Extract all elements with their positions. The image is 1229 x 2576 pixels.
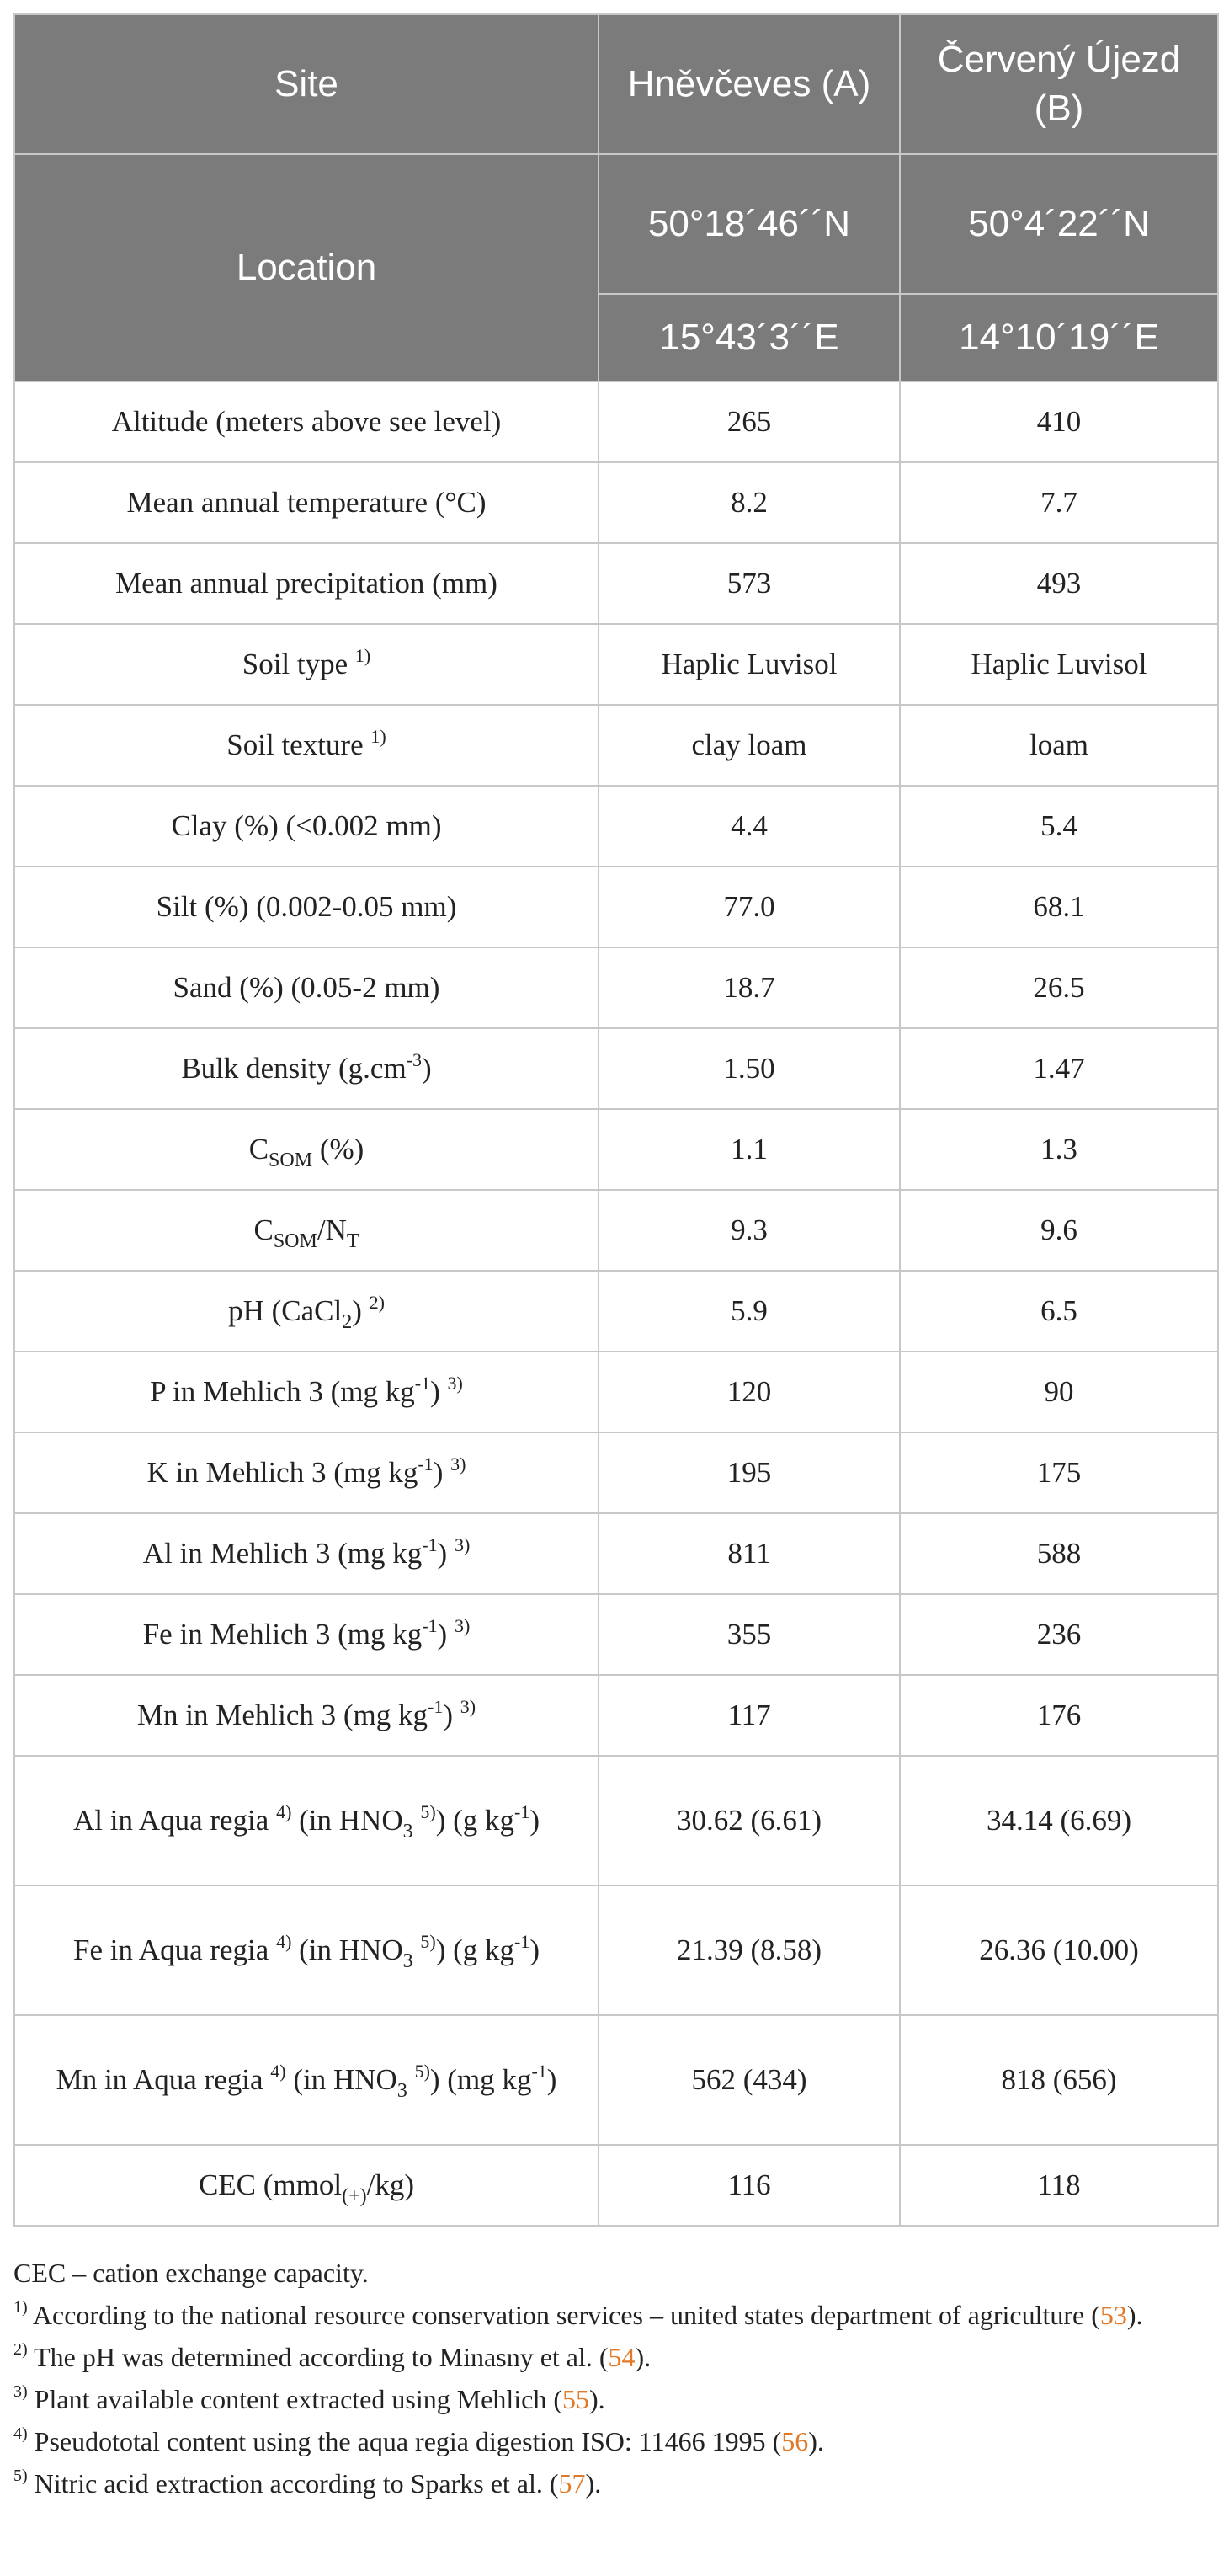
footnote-mark: 2): [369, 1292, 385, 1313]
value-a: clay loam: [599, 705, 900, 786]
row-label: [14, 1190, 599, 1271]
label-text: C: [248, 1133, 269, 1165]
value-a: 811: [599, 1513, 900, 1594]
label-mid: (in HNO: [285, 2063, 397, 2096]
footnote-mark: 1): [13, 2298, 28, 2317]
site-a-header: Hněvčeves (A): [599, 14, 900, 154]
value-b: 1.3: [900, 1109, 1218, 1190]
row-label: [14, 2015, 599, 2145]
subscript: 3: [402, 1950, 413, 1972]
value-b: 26.5: [900, 947, 1218, 1028]
table-row: [14, 1109, 1218, 1190]
label-text: pH (CaCl: [228, 1294, 343, 1327]
table-row: [14, 1513, 1218, 1594]
value-b: 410: [900, 381, 1218, 462]
longitude-b: 14°10´19´´E: [900, 294, 1218, 381]
label-tail: ): [430, 1375, 440, 1408]
footnote-2: [13, 2336, 1217, 2378]
table-row: [14, 2145, 1218, 2226]
label-tail: ): [422, 1052, 432, 1085]
value-a: 4.4: [599, 786, 900, 867]
header-row-site: [14, 14, 1218, 154]
footnote-end: ).: [808, 2426, 824, 2456]
value-a: 116: [599, 2145, 900, 2226]
value-a: 117: [599, 1675, 900, 1756]
row-label: [14, 624, 599, 705]
value-b: 90: [900, 1352, 1218, 1432]
label-tail: ): [352, 1294, 362, 1327]
subscript: 3: [396, 2080, 407, 2102]
citation-link[interactable]: 54: [608, 2342, 636, 2372]
table-row: [14, 381, 1218, 462]
value-a: 355: [599, 1594, 900, 1675]
value-a: 8.2: [599, 462, 900, 543]
value-b: 26.36 (10.00): [900, 1885, 1218, 2015]
exponent: -1: [514, 1801, 530, 1822]
footnote-5: [13, 2462, 1217, 2504]
exponent: -1: [422, 1615, 438, 1636]
footnote-mark: 3): [454, 1615, 471, 1636]
table-row: [14, 1028, 1218, 1109]
exponent: -1: [414, 1373, 431, 1394]
site-b-header: Červený Újezd (B): [900, 14, 1218, 154]
footnote-end: ).: [589, 2384, 605, 2414]
label-tail: ): [437, 1537, 448, 1570]
table-container: [13, 13, 1217, 2504]
label-end: ): [529, 1804, 540, 1837]
latitude-b: 50°4´22´´N: [900, 154, 1218, 294]
footnote-text: Plant available content extracted using Mehlich (: [34, 2384, 563, 2414]
table-row: [14, 786, 1218, 867]
row-label: [14, 1271, 599, 1352]
row-label: Silt (%) (0.002-0.05 mm): [14, 867, 599, 947]
value-a: 21.39 (8.58): [599, 1885, 900, 2015]
value-b: 493: [900, 543, 1218, 624]
table-row: [14, 1352, 1218, 1432]
label-tail: ): [437, 1618, 448, 1651]
exponent: -3: [406, 1049, 422, 1070]
table-row: [14, 624, 1218, 705]
value-b: 175: [900, 1432, 1218, 1513]
label-tail: /kg): [366, 2168, 415, 2201]
footnote-mark: 1): [354, 645, 371, 666]
row-label: [14, 2145, 599, 2226]
footnote-mark: 5): [414, 2061, 430, 2082]
value-b: 6.5: [900, 1271, 1218, 1352]
latitude-a: 50°18´46´´N: [599, 154, 900, 294]
value-b: 176: [900, 1675, 1218, 1756]
row-label: [14, 1513, 599, 1594]
header-row-latitude: [14, 154, 1218, 294]
value-b: 236: [900, 1594, 1218, 1675]
table-row: [14, 462, 1218, 543]
row-label: [14, 1109, 599, 1190]
exponent: -1: [418, 1453, 434, 1475]
subscript: 3: [402, 1821, 413, 1843]
value-b: 818 (656): [900, 2015, 1218, 2145]
footnote-end: ).: [585, 2468, 602, 2499]
row-label: [14, 1885, 599, 2015]
footnote-1: [13, 2294, 1217, 2336]
subscript: (+): [342, 2185, 367, 2207]
citation-link[interactable]: 53: [1099, 2300, 1127, 2330]
value-a: 562 (434): [599, 2015, 900, 2145]
exponent: -1: [531, 2061, 547, 2082]
label-mid: /N: [317, 1213, 347, 1246]
value-a: Haplic Luvisol: [599, 624, 900, 705]
value-a: 18.7: [599, 947, 900, 1028]
location-header: Location: [14, 154, 599, 381]
value-b: 588: [900, 1513, 1218, 1594]
footnote-mark: 1): [370, 726, 386, 747]
row-label: [14, 1028, 599, 1109]
footnote-mark: 4): [270, 2061, 286, 2082]
footnote-mark: 3): [450, 1453, 466, 1475]
label-text: CEC (mmol: [198, 2168, 343, 2201]
footnote-mark: 4): [276, 1931, 292, 1952]
row-label: [14, 1432, 599, 1513]
table-row: [14, 2015, 1218, 2145]
label-tail: (%): [312, 1133, 364, 1165]
footnote-mark: 4): [276, 1801, 292, 1822]
footnote-cec: CEC – cation exchange capacity.: [13, 2258, 369, 2288]
footnote-4: [13, 2420, 1217, 2462]
footnote-mark: 3): [447, 1373, 463, 1394]
label-text: Fe in Mehlich 3 (mg kg: [142, 1618, 423, 1651]
value-a: 9.3: [599, 1190, 900, 1271]
value-b: 5.4: [900, 786, 1218, 867]
exponent: -1: [428, 1696, 444, 1717]
footnote-mark: 3): [460, 1696, 476, 1717]
value-a: 5.9: [599, 1271, 900, 1352]
label-tail: ) (g kg: [435, 1933, 514, 1966]
value-b: 9.6: [900, 1190, 1218, 1271]
label-text: Bulk density (g.cm: [181, 1052, 407, 1085]
label-tail: ) (g kg: [435, 1804, 514, 1837]
value-a: 1.1: [599, 1109, 900, 1190]
footnote-3: [13, 2378, 1217, 2420]
label-end: ): [546, 2063, 557, 2096]
value-a: 195: [599, 1432, 900, 1513]
table-row: [14, 1756, 1218, 1885]
subscript: SOM: [269, 1149, 313, 1171]
table-row: [14, 1190, 1218, 1271]
label-text: Al in Aqua regia: [73, 1804, 269, 1837]
value-b: 1.47: [900, 1028, 1218, 1109]
row-label: [14, 1756, 599, 1885]
table-row: [14, 1432, 1218, 1513]
label-text: Soil type: [242, 648, 348, 680]
site-header: Site: [14, 14, 599, 154]
value-a: 30.62 (6.61): [599, 1756, 900, 1885]
exponent: -1: [422, 1534, 438, 1555]
value-a: 265: [599, 381, 900, 462]
row-label: Clay (%) (<0.002 mm): [14, 786, 599, 867]
table-row: [14, 705, 1218, 786]
table-row: [14, 1271, 1218, 1352]
label-text: C: [253, 1213, 274, 1246]
label-text: K in Mehlich 3 (mg kg: [146, 1456, 418, 1489]
longitude-a: 15°43´3´´E: [599, 294, 900, 381]
value-b: 68.1: [900, 867, 1218, 947]
footnote-text: Nitric acid extraction according to Sparks et al. (: [34, 2468, 559, 2499]
footnote-text: Pseudototal content using the aqua regia digestion ISO: 11466 1995 (: [34, 2426, 782, 2456]
label-text: Fe in Aqua regia: [73, 1933, 269, 1966]
value-b: 118: [900, 2145, 1218, 2226]
citation-link[interactable]: 55: [562, 2384, 590, 2414]
label-text: Mn in Aqua regia: [56, 2063, 263, 2096]
footnote-mark: 5): [420, 1801, 436, 1822]
row-label: [14, 1675, 599, 1756]
table-row: [14, 1594, 1218, 1675]
value-b: loam: [900, 705, 1218, 786]
row-label: Mean annual temperature (°C): [14, 462, 599, 543]
label-mid: (in HNO: [291, 1804, 403, 1837]
table-row: [14, 1675, 1218, 1756]
label-end: ): [529, 1933, 540, 1966]
footnote-mark: 4): [13, 2424, 28, 2443]
exponent: -1: [514, 1931, 530, 1952]
label-tail: ) (mg kg: [429, 2063, 532, 2096]
row-label: [14, 1352, 599, 1432]
value-b: 34.14 (6.69): [900, 1756, 1218, 1885]
table-footnotes: [13, 2252, 1217, 2504]
value-b: Haplic Luvisol: [900, 624, 1218, 705]
table-row: [14, 867, 1218, 947]
label-text: Mn in Mehlich 3 (mg kg: [136, 1699, 428, 1731]
citation-link[interactable]: 57: [558, 2468, 586, 2499]
value-a: 120: [599, 1352, 900, 1432]
footnote-text: The pH was determined according to Minasny et al. (: [34, 2342, 609, 2372]
subscript: 2: [342, 1311, 353, 1333]
footnote-mark: 5): [13, 2467, 28, 2485]
table-row: [14, 1885, 1218, 2015]
subscript: SOM: [273, 1230, 317, 1252]
footnote-mark: 3): [454, 1534, 471, 1555]
label-mid: (in HNO: [291, 1933, 403, 1966]
row-label: [14, 705, 599, 786]
footnote-end: ).: [635, 2342, 652, 2372]
value-a: 573: [599, 543, 900, 624]
footnote-text: According to the national resource conservation services – united states department of agriculture (: [32, 2300, 1100, 2330]
row-label: Mean annual precipitation (mm): [14, 543, 599, 624]
label-tail: ): [443, 1699, 454, 1731]
table-row: [14, 543, 1218, 624]
value-a: 1.50: [599, 1028, 900, 1109]
footnote-end: ).: [1126, 2300, 1143, 2330]
site-characteristics-table: [13, 13, 1219, 2227]
table-row: [14, 947, 1218, 1028]
row-label: Altitude (meters above see level): [14, 381, 599, 462]
subscript: T: [346, 1230, 359, 1252]
footnote-mark: 5): [420, 1931, 436, 1952]
footnote-mark: 2): [13, 2340, 28, 2359]
footnote-mark: 3): [13, 2382, 28, 2401]
label-text: Al in Mehlich 3 (mg kg: [142, 1537, 423, 1570]
citation-link[interactable]: 56: [781, 2426, 809, 2456]
label-text: P in Mehlich 3 (mg kg: [150, 1375, 415, 1408]
row-label: Sand (%) (0.05-2 mm): [14, 947, 599, 1028]
row-label: [14, 1594, 599, 1675]
value-b: 7.7: [900, 462, 1218, 543]
label-tail: ): [433, 1456, 444, 1489]
value-a: 77.0: [599, 867, 900, 947]
label-text: Soil texture: [226, 728, 364, 761]
